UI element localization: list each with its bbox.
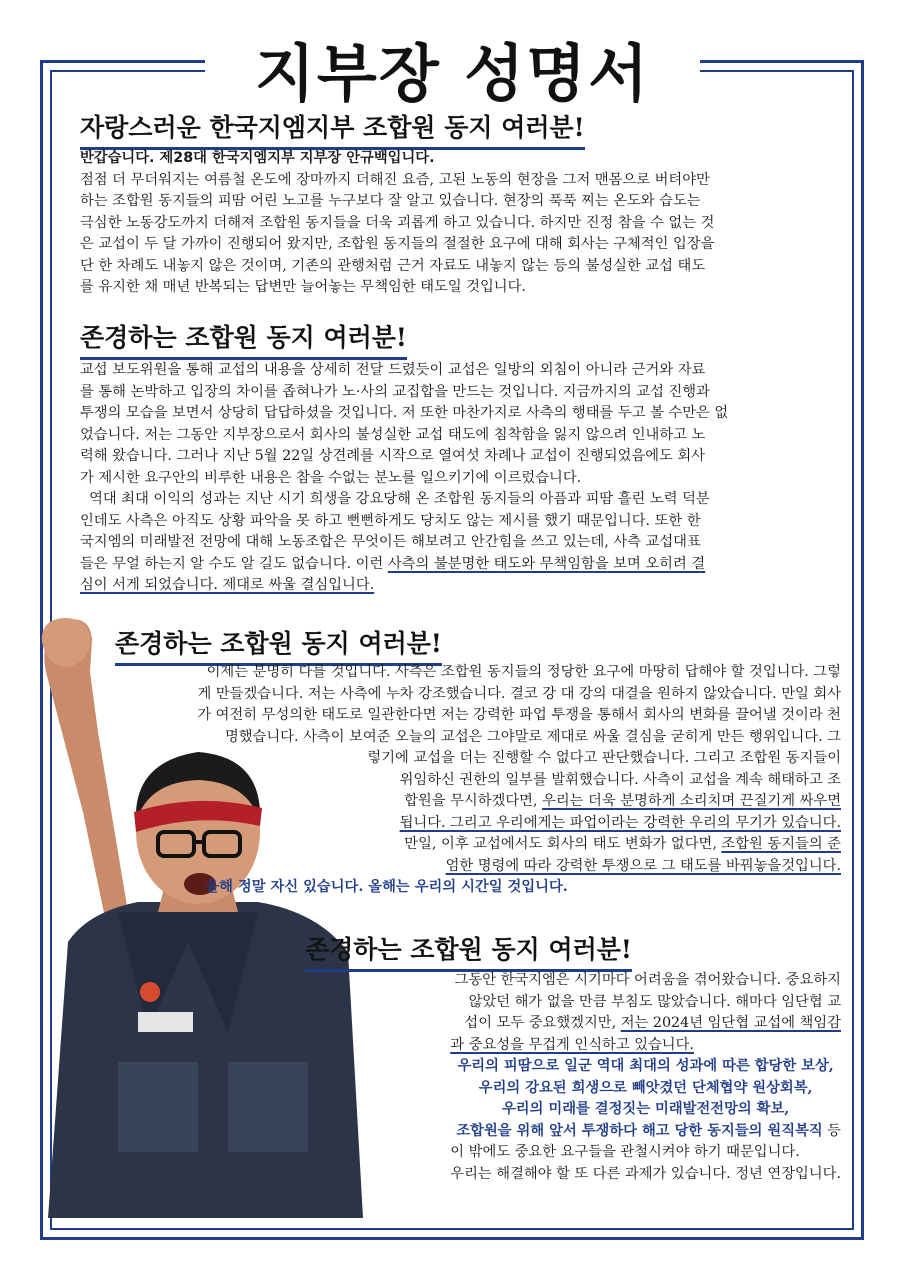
s2-line: 국지엠의 미래발전 전망에 대해 노동조합은 무엇이든 해보려고 안간힘을 쓰고 있는데, 사측 교섭대표	[80, 534, 701, 550]
s3-line	[197, 856, 841, 878]
s4-line: 우리는 해결해야 할 또 다른 과제가 있습니다. 정년 연장입니다.	[450, 1165, 841, 1182]
s4-text: 등	[822, 1122, 841, 1139]
s2-line: 투쟁의 모습을 보면서 상당히 답답하셨을 것입니다. 저 또한 마찬가지로 사측의 행태를 두고 볼 수만은 없	[80, 405, 729, 421]
heading-3: 존경하는 조합원 동지 여러분!	[115, 624, 442, 666]
s3-line: 가 여전히 무성의한 태도로 일관한다면 저는 강력한 파업 투쟁을 통해서 회사의 변화를 끌어낼 것이라 천	[197, 707, 841, 723]
s2-line	[80, 575, 840, 597]
demand-text: 조합원을 위해 앞서 투쟁하다 해고 당한 동지들의 원직복직	[456, 1122, 823, 1139]
demand-item: 우리의 피땀으로 일군 역대 최대의 성과에 따른 합당한 보상,	[457, 1058, 834, 1074]
s3-line	[197, 834, 841, 856]
s1-line: 단 한 차례도 내놓지 않은 것이며, 기존의 관행처럼 근거 자료도 내놓지 않는 등의 불성실한 교섭 태도	[80, 257, 706, 274]
s2-line: 교섭 보도위원을 통해 교섭의 내용을 상세히 전달 드렸듯이 교섭은 일방의 외침이 아니라 근거와 자료	[80, 362, 706, 378]
s3-line: 위임하신 권한의 일부를 발휘했습니다. 사측이 교섭을 계속 해태하고 조	[399, 771, 841, 788]
heading-2: 존경하는 조합원 동지 여러분!	[80, 318, 407, 360]
s2-line: 었습니다. 저는 그동안 지부장으로서 회사의 불성실한 교섭 태도에 침착함을 잃지 않으려 인내하고 노	[80, 426, 706, 443]
demand-item: 우리의 미래를 결정짓는 미래발전전망의 확보,	[501, 1101, 790, 1117]
s4-text: 섭이 모두 중요했겠지만,	[464, 1015, 621, 1031]
s3-line: 명했습니다. 사측이 보여준 오늘의 교섭은 그야말로 제대로 싸울 결심을 굳히게 만든 행위입니다. 그	[224, 728, 841, 745]
s2-line	[80, 554, 840, 576]
s1-line: 를 유지한 채 매년 반복되는 답변만 늘어놓는 무책임한 태도일 것입니다.	[80, 279, 526, 295]
s3-underlined-text: 우리는 더욱 분명하게 소리치며 끈질기게 싸우면	[542, 793, 841, 809]
s2-line: 인데도 사측은 아직도 상황 파악을 못 하고 뻔뻔하게도 당치도 않는 제시를 했기 때문입니다. 또한 한	[80, 512, 701, 529]
s1-line: 은 교섭이 두 달 가까이 진행되어 왔지만, 조합원 동지들의 절절한 요구에 대해 회사는 구체적인 입장을	[80, 236, 715, 252]
s4-underlined-text: 과 중요성을 무겁게 인식하고 있습니다.	[450, 1036, 694, 1053]
s2-underlined-text: 사측의 불분명한 태도와 무책임함을 보며 오히려 결	[387, 555, 706, 572]
s1-line: 점점 더 무더워지는 여름철 온도에 장마까지 더해진 요즘, 고된 노동의 현장을 그저 맨몸으로 버텨야만	[80, 171, 710, 188]
s2-line: 를 통해 논박하고 입장의 차이를 좁혀나가 노·사의 교집합을 만드는 것입니다. 지금까지의 교섭 진행과	[80, 383, 710, 400]
s4-underlined-text: 저는 2024년 임단협 교섭에 책임감	[620, 1015, 841, 1031]
s2-line: 역대 최대 이익의 성과는 지난 시기 희생을 강요당해 온 조합원 동지들의 아픔과 피땀 흘린 노력 덕분	[80, 491, 710, 507]
section-3	[197, 662, 841, 899]
s3-line: 렇기에 교섭을 더는 진행할 수 없다고 판단했습니다. 그리고 조합원 동지들이	[367, 750, 841, 766]
s1-line: 하는 조합원 동지들의 피땀 어린 노고를 누구보다 잘 알고 있습니다. 현장의 푹푹 찌는 온도와 습도는	[80, 193, 701, 209]
s2-underlined-text: 심이 서게 되었습니다. 제대로 싸울 결심입니다.	[80, 577, 375, 593]
s2-text: 들은 무얼 하는지 알 수도 알 길도 없습니다. 이런	[80, 555, 388, 572]
s3-line: 이제는 분명히 다를 것입니다. 사측은 조합원 동지들의 정당한 요구에 마땅히 답해야 할 것입니다. 그렇	[206, 664, 841, 680]
s1-line: 극심한 노동강도까지 더해져 조합원 동지들을 더욱 괴롭게 하고 있습니다. 하지만 진정 참을 수 없는 것	[80, 214, 715, 231]
s3-underlined-text: 됩니다. 그리고 우리에게는 파업이라는 강력한 우리의 무기가 있습니다.	[399, 814, 841, 831]
s4-line: 이 밖에도 중요한 요구들을 관철시켜야 하기 때문입니다.	[450, 1144, 800, 1160]
s4-line: 않았던 해가 없을 만큼 부침도 많았습니다. 해마다 임단협 교	[468, 993, 841, 1010]
s3-line	[197, 813, 841, 835]
s2-line: 가 제시한 요구안의 비루한 내용은 참을 수없는 분노를 일으키기에 이르렀습니다.	[80, 469, 582, 486]
section-1	[80, 148, 840, 299]
section-2	[80, 360, 840, 597]
s3-underlined-text: 엄한 명령에 따라 강력한 투쟁으로 그 태도를 바꿔놓을것입니다.	[445, 857, 841, 874]
s3-text: 합원을 무시하겠다면,	[404, 793, 543, 809]
s3-closing: 올해 정말 자신 있습니다. 올해는 우리의 시간일 것입니다.	[205, 879, 568, 895]
s3-text: 만일, 이후 교섭에서도 회사의 태도 변화가 없다면,	[404, 836, 722, 852]
section-4	[450, 970, 841, 1185]
s3-line: 게 만들겠습니다. 저는 사측에 누차 강조했습니다. 결코 강 대 강의 대결을 원하지 않았습니다. 만일 회사	[197, 685, 841, 702]
heading-1: 자랑스러운 한국지엠지부 조합원 동지 여러분!	[80, 108, 585, 150]
s3-line	[197, 791, 841, 813]
demand-item: 우리의 강요된 희생으로 빼앗겼던 단체협약 원상회복,	[478, 1079, 813, 1096]
greeting-line: 반갑습니다. 제28대 한국지엠지부 지부장 안규백입니다.	[80, 150, 435, 166]
s4-line	[450, 1013, 841, 1035]
heading-4: 존경하는 조합원 동지 여러분!	[305, 930, 632, 972]
s2-line: 력해 왔습니다. 그러나 지난 5월 22일 상견례를 시작으로 열여섯 차례나 교섭이 진행되었음에도 회사	[80, 448, 705, 464]
page-title: 지부장 성명서	[255, 37, 650, 110]
s3-underlined-text: 조합원 동지들의 준	[721, 836, 841, 852]
s4-line: 그동안 한국지엠은 시기마다 어려움을 겪어왔습니다. 중요하지	[454, 972, 841, 988]
demand-item	[450, 1121, 841, 1143]
s4-line	[450, 1035, 841, 1057]
